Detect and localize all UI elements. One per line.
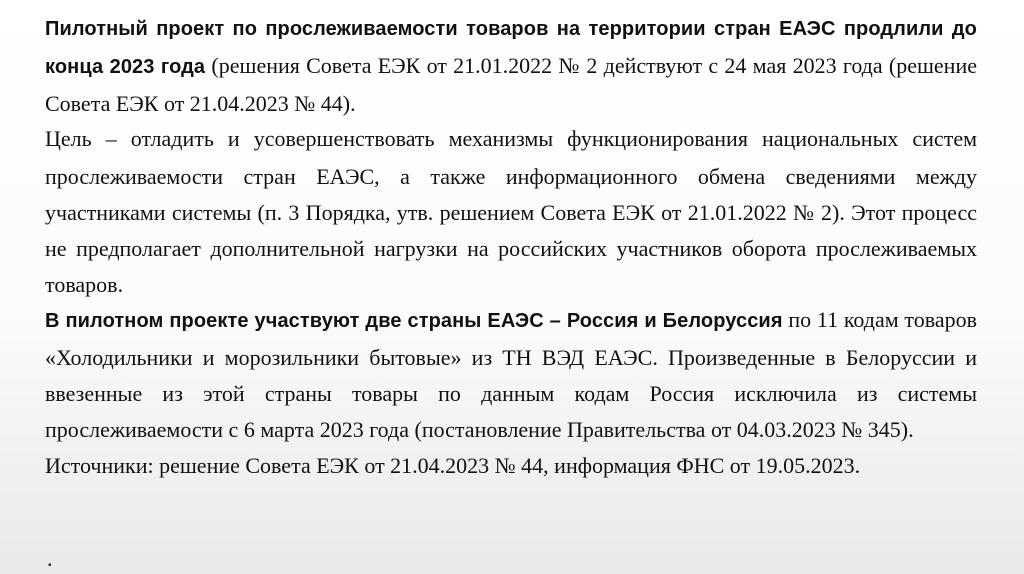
paragraph-goal: [45, 121, 977, 302]
paragraph-participants: [45, 302, 977, 447]
paragraph-pilot-extension: [45, 10, 977, 121]
paragraph-text: Источники: решение Совета ЕЭК от 21.04.2023 № 44, информация ФНС от 19.05.2023.: [45, 452, 861, 478]
paragraph-text: Цель – отладить и усовершенствовать механизмы функционирования национальных систем прослеживаемости стран ЕАЭС, а также информационного обмена сведениями между участниками системы (п. 3 Порядка, утв. решением Совета ЕЭК от 21.01.2022 № 2). Этот процесс не предполагает дополнительной нагрузки на российских участников оборота прослеживаемых товаров.: [45, 126, 977, 297]
paragraph-sources: [45, 448, 977, 486]
trailing-dot: .: [47, 546, 53, 571]
paragraph-text: (решения Совета ЕЭК от 21.01.2022 № 2 действуют с 24 мая 2023 года (решение Совета ЕЭК от 21.04.2023 № 44).: [45, 52, 977, 116]
body-text: [45, 10, 977, 485]
paragraph-text: по 11 кодам товаров «Холодильники и морозильники бытовые» из ТН ВЭД ЕАЭС. Произведенные в Белоруссии и ввезенные из этой страны товары по данным кодам Россия исключила из системы прослеживаемости с 6 марта 2023 года (постановление Правительства от 04.03.2023 № 345).: [45, 307, 977, 442]
paragraph-bold-lead: В пилотном проекте участвуют две страны ЕАЭС – Россия и Белоруссия: [45, 310, 783, 333]
paragraph-bold-lead: Пилотный проект по прослеживаемости товаров на территории стран ЕАЭС продлили до конца 2023 года: [45, 18, 977, 78]
